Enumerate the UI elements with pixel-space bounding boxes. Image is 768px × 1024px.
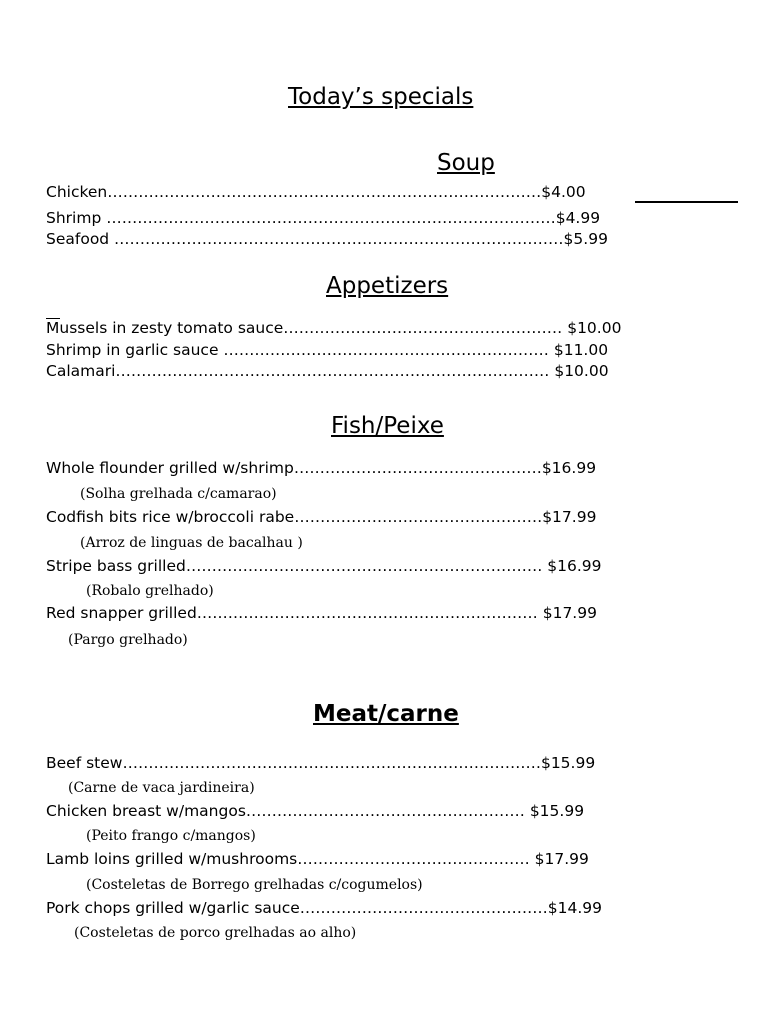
appetizer-item-mussels: Mussels in zesty tomato sauce……………………………………………… $10.00 bbox=[46, 319, 622, 337]
fish-item-bass: Stripe bass grilled…………………………………………………………… $16.99 bbox=[46, 557, 602, 575]
soup-item-chicken: Chicken…………………………………………………………………………$4.00 bbox=[46, 183, 586, 201]
fish-item-codfish: Codfish bits rice w/broccoli rabe…………………………………………$17.99 bbox=[46, 508, 597, 526]
meat-item-beef: Beef stew………………………………………………………………………$15.99 bbox=[46, 754, 596, 772]
soup-item-shrimp: Shrimp ……………………………………………………………………………$4.99 bbox=[46, 209, 601, 227]
section-heading-fish: Fish/Peixe bbox=[331, 413, 444, 439]
appetizer-item-shrimp: Shrimp in garlic sauce ……………………………………………………… $11.00 bbox=[46, 341, 609, 359]
meat-item-pork: Pork chops grilled w/garlic sauce…………………………………………$14.99 bbox=[46, 899, 603, 917]
fish-item-bass-translation: (Robalo grelhado) bbox=[86, 583, 214, 599]
meat-item-lamb: Lamb loins grilled w/mushrooms……………………………………… $17.99 bbox=[46, 850, 589, 868]
meat-item-chicken-breast-translation: (Peito frango c/mangos) bbox=[86, 828, 256, 844]
section-heading-appetizers: Appetizers bbox=[326, 273, 449, 299]
section-heading-meat: Meat/carne bbox=[313, 701, 459, 727]
section-heading-soup: Soup bbox=[437, 150, 495, 176]
fish-item-snapper: Red snapper grilled………………………………………………………… $17.99 bbox=[46, 604, 597, 622]
fish-item-flounder-translation: (Solha grelhada c/camarao) bbox=[80, 486, 277, 502]
fish-item-snapper-translation: (Pargo grelhado) bbox=[68, 632, 188, 648]
fish-item-codfish-translation: (Arroz de linguas de bacalhau ) bbox=[80, 535, 303, 551]
page-title: Today’s specials bbox=[288, 84, 474, 110]
meat-item-beef-translation: (Carne de vaca jardineira) bbox=[68, 780, 255, 796]
underline-rule bbox=[635, 201, 738, 203]
appetizer-item-calamari: Calamari………………………………………………………………………… $10.00 bbox=[46, 362, 609, 380]
meat-item-lamb-translation: (Costeletas de Borrego grelhadas c/cogumelos) bbox=[86, 877, 423, 893]
meat-item-pork-translation: (Costeletas de porco grelhadas ao alho) bbox=[74, 925, 357, 941]
meat-item-chicken-breast: Chicken breast w/mangos……………………………………………… $15.99 bbox=[46, 802, 585, 820]
fish-item-flounder: Whole flounder grilled w/shrimp…………………………………………$16.99 bbox=[46, 459, 597, 477]
soup-item-seafood: Seafood ……………………………………………………………………………$5.99 bbox=[46, 230, 608, 248]
